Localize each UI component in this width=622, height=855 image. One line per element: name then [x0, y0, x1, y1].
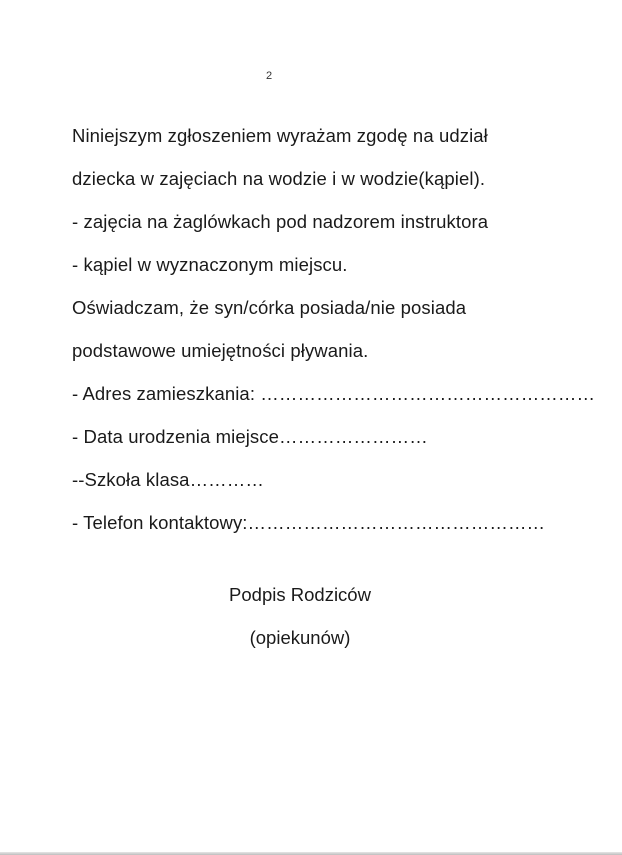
text-line-declaration: Oświadczam, że syn/córka posiada/nie posiada [72, 297, 467, 318]
page-number: 2 [266, 70, 273, 82]
text-line-bathing: - kąpiel w wyznaczonym miejscu. [72, 254, 348, 275]
signature-sublabel: (opiekunów) [249, 627, 351, 648]
field-address: - Adres zamieszkania: ……………………………………………… [72, 383, 596, 404]
text-line-sailing: - zajęcia na żaglówkach pod nadzorem instruktora [72, 211, 489, 232]
signature-block [0, 573, 600, 659]
field-school-class: --Szkoła klasa………… [72, 469, 264, 490]
text-line-consent-intro: Niniejszym zgłoszeniem wyrażam zgodę na udział [72, 125, 488, 146]
consent-text [72, 114, 602, 544]
field-phone: - Telefon kontaktowy:………………………………………… [72, 512, 546, 533]
text-line-swimming-skills: podstawowe umiejętności pływania. [72, 340, 369, 361]
text-line-consent-activities: dziecka w zajęciach na wodzie i w wodzie(kąpiel). [72, 168, 486, 189]
signature-label: Podpis Rodziców [229, 584, 371, 605]
field-birth-date-place: - Data urodzenia miejsce…………………… [72, 426, 428, 447]
